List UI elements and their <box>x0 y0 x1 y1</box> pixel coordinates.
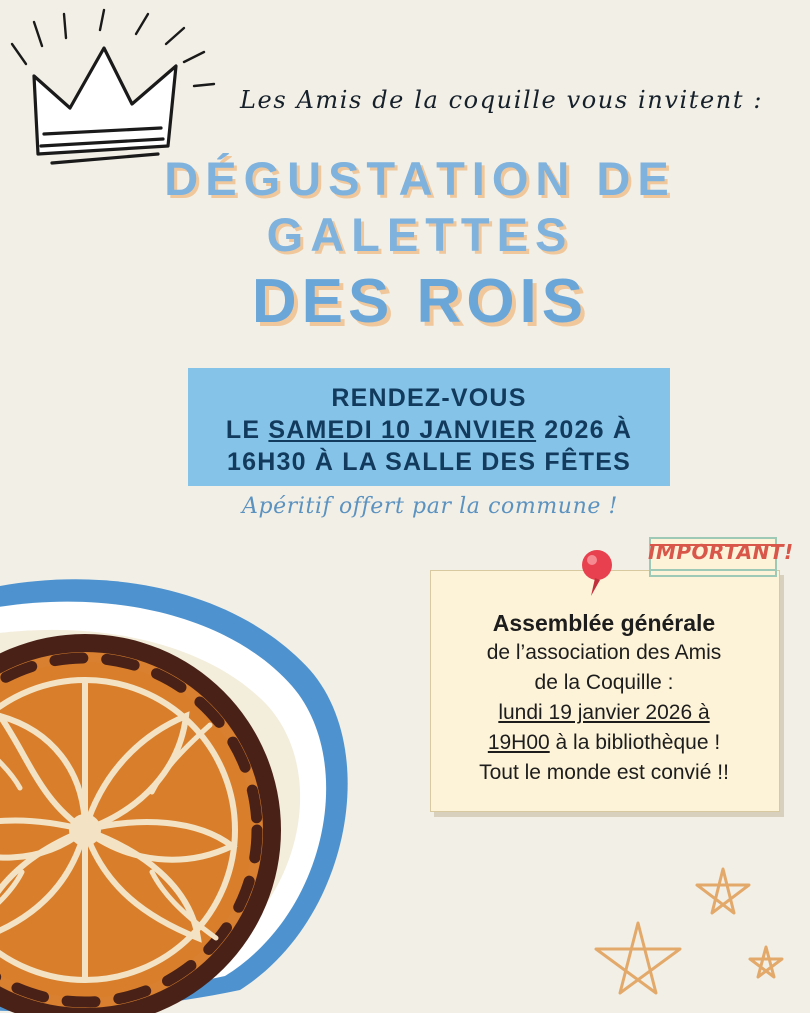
event-info-line-2 <box>188 414 670 446</box>
event-info-line-1: RENDEZ-VOUS <box>331 384 527 412</box>
title-line-1: DÉGUSTATION DE <box>164 152 676 205</box>
important-note-text <box>430 608 778 788</box>
title-line-3: DES ROIS <box>251 267 589 336</box>
note-line-5 <box>430 728 778 758</box>
galette-illustration <box>0 520 500 1013</box>
important-badge <box>648 536 794 578</box>
note-line-1: Assemblée générale <box>492 610 716 636</box>
event-info-line-2-suffix: 2026 À <box>536 416 633 444</box>
note-line-6: Tout le monde est convié !! <box>479 761 729 784</box>
invitation-line: Les Amis de la coquille vous invitent : <box>240 86 764 114</box>
note-line-2: de l’association des Amis <box>486 641 722 664</box>
event-info-line-3: 16H30 À LA SALLE DES FÊTES <box>227 448 631 476</box>
important-badge-label: IMPORTANT! <box>648 540 794 564</box>
aperitif-line: Apéritif offert par la commune ! <box>242 494 618 519</box>
push-pin-icon <box>576 548 618 596</box>
event-info-text <box>188 382 670 478</box>
event-info-date: SAMEDI 10 JANVIER <box>268 416 537 444</box>
note-line-5-time: 19H00 <box>487 731 550 754</box>
stars-decoration <box>560 843 790 1003</box>
note-line-5-rest: à la bibliothèque ! <box>549 731 721 754</box>
title-line-2: GALETTES <box>266 208 574 261</box>
event-info-line-2-prefix: LE <box>225 416 269 444</box>
page-title <box>100 152 740 338</box>
note-line-4: lundi 19 janvier 2026 à <box>498 701 710 724</box>
note-line-3: de la Coquille : <box>534 671 674 694</box>
